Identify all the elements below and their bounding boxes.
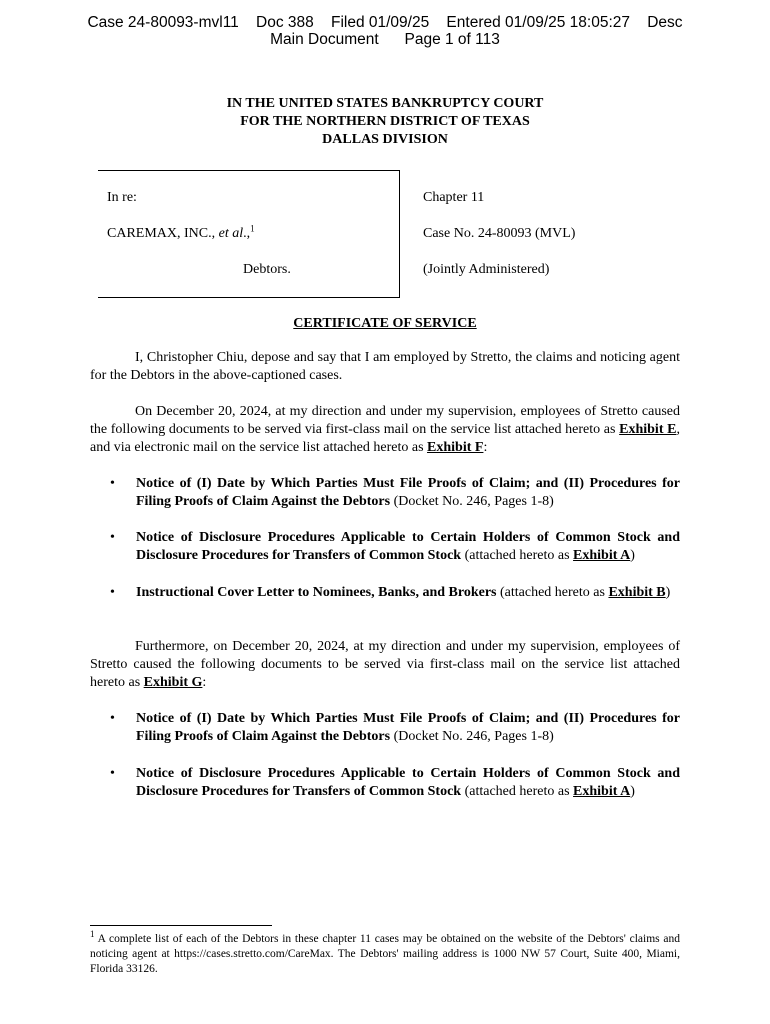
bullet-text xyxy=(136,584,680,602)
document-name: Notice of (I) Date by Which Parties Must File Proofs of Claim; and (II) Procedures for Filing Proofs of Claim Against the Debtors xyxy=(136,476,680,509)
bullet-symbol: • xyxy=(110,711,115,726)
exhibit-a-ref: Exhibit A xyxy=(573,548,631,563)
bullet-symbol: • xyxy=(110,476,115,491)
stamp-line-2: Main Document Page 1 of 113 xyxy=(270,31,500,48)
para2-text-a: On December 20, 2024, at my direction and under my supervision, employees of Stretto caused the following documents to be served via first-class mail on the service list attached hereto as xyxy=(90,404,680,437)
ecf-header-stamp xyxy=(0,14,770,48)
close-paren: ) xyxy=(630,784,635,799)
list-item xyxy=(110,710,680,746)
debtor-name: CAREMAX, INC., xyxy=(107,226,219,241)
bullet-symbol: • xyxy=(110,530,115,545)
document-name: Instructional Cover Letter to Nominees, Banks, and Brokers xyxy=(136,585,497,600)
caption-in-re: In re: xyxy=(107,190,137,205)
footnote-text: A complete list of each of the Debtors in these chapter 11 cases may be obtained on the website of the Debtors' claims and noticing agent at https://cases.stretto.com/CareMax. The Debtors' mailing address is 1000 NW 57 Court, Suite 400, Miami, Florida 33126. xyxy=(90,933,680,975)
para3-text-a: Furthermore, on December 20, 2024, at my direction and under my supervision, employees of Stretto caused the following documents to be served via first-class mail on the service list attached hereto as xyxy=(90,639,680,690)
caption-debtor-name xyxy=(107,223,255,242)
para2-text-b: , and via electronic mail on the service list attached hereto as xyxy=(90,422,680,455)
list-item xyxy=(110,584,680,602)
document-name: Notice of Disclosure Procedures Applicable to Certain Holders of Common Stock and Disclosure Procedures for Transfers of Common Stock xyxy=(136,766,680,799)
list-item xyxy=(110,475,680,511)
exhibit-f-ref: Exhibit F xyxy=(427,440,484,455)
exhibit-b-ref: Exhibit B xyxy=(608,585,666,600)
para3-text-b: : xyxy=(202,675,207,690)
court-line-2: FOR THE NORTHERN DISTRICT OF TEXAS xyxy=(240,114,530,129)
close-paren: ) xyxy=(630,548,635,563)
bullet-text xyxy=(136,529,680,565)
et-al-suffix: ., xyxy=(243,226,251,241)
bullet-text xyxy=(136,765,680,801)
para2-text-c: : xyxy=(483,440,488,455)
exhibit-g-ref: Exhibit G xyxy=(143,675,203,690)
document-name: Notice of (I) Date by Which Parties Must File Proofs of Claim; and (II) Procedures for Filing Proofs of Claim Against the Debtors xyxy=(136,711,680,744)
bullet-text xyxy=(136,710,680,746)
caption-chapter: Chapter 11 xyxy=(423,190,485,205)
caption-case-number: Case No. 24-80093 (MVL) xyxy=(423,226,576,241)
document-detail: (attached hereto as xyxy=(496,585,609,600)
footnote xyxy=(90,929,680,977)
paragraph-service-furthermore xyxy=(90,638,680,692)
document-name: Notice of Disclosure Procedures Applicable to Certain Holders of Common Stock and Disclosure Procedures for Transfers of Common Stock xyxy=(136,530,680,563)
court-line-3: DALLAS DIVISION xyxy=(322,132,448,147)
exhibit-a-ref: Exhibit A xyxy=(573,784,631,799)
document-detail: (attached hereto as xyxy=(461,548,574,563)
footnote-divider xyxy=(90,925,272,926)
document-detail: (Docket No. 246, Pages 1-8) xyxy=(390,729,554,744)
list-item xyxy=(110,529,680,565)
caption-debtors-label: Debtors. xyxy=(243,262,291,277)
caption-jointly-administered: (Jointly Administered) xyxy=(423,262,550,277)
paragraph-declarant: I, Christopher Chiu, depose and say that I am employed by Stretto, the claims and noticing agent for the Debtors in the above-captioned cases. xyxy=(90,350,680,383)
et-al: et al xyxy=(218,226,244,241)
document-detail: (attached hereto as xyxy=(461,784,574,799)
document-detail: (Docket No. 246, Pages 1-8) xyxy=(390,494,554,509)
close-paren: ) xyxy=(665,585,671,600)
court-heading xyxy=(0,95,770,149)
footnote-number: 1 xyxy=(90,929,95,940)
bullet-symbol: • xyxy=(110,585,115,600)
document-title-text: CERTIFICATE OF SERVICE xyxy=(293,316,477,331)
bullet-symbol: • xyxy=(110,766,115,781)
paragraph-service-december xyxy=(90,403,680,457)
stamp-line-1: Case 24-80093-mvl11 Doc 388 Filed 01/09/25 Entered 01/09/25 18:05:27 Desc xyxy=(87,14,683,31)
court-line-1: IN THE UNITED STATES BANKRUPTCY COURT xyxy=(226,96,544,111)
footnote-ref: 1 xyxy=(250,223,255,234)
exhibit-e-ref: Exhibit E xyxy=(619,422,677,437)
list-item xyxy=(110,765,680,801)
bullet-text xyxy=(136,475,680,511)
document-title xyxy=(0,316,770,332)
